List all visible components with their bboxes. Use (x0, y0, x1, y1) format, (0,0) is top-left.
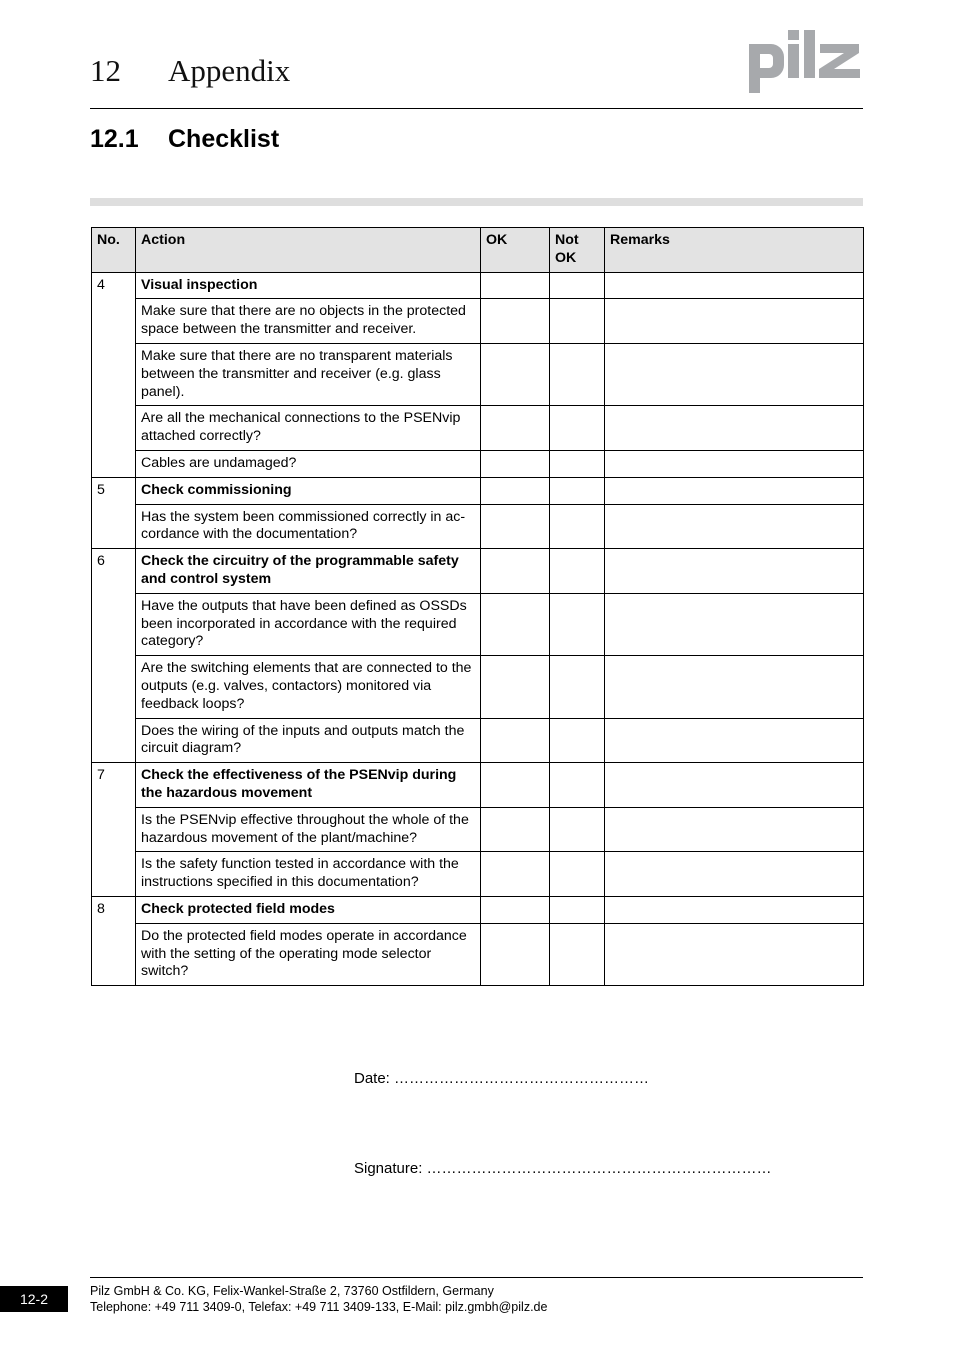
not-ok-cell[interactable] (550, 299, 605, 344)
section-heading (90, 124, 279, 154)
page-number: 12-2 (0, 1286, 68, 1312)
ok-cell[interactable] (481, 406, 550, 451)
action-item: Make sure that there are no objects in the protected space between the transmitter and receiver. (136, 299, 481, 344)
remarks-cell[interactable] (605, 504, 864, 549)
column-header-remarks: Remarks (605, 228, 864, 273)
footer-line-company: Pilz GmbH & Co. KG, Felix-Wankel-Straße 2, 73760 Ostfildern, Germany (90, 1284, 494, 1298)
action-item: Are the switching elements that are connected to the outputs (e.g. valves, contactors) monitored via feedback loops? (136, 656, 481, 718)
not-ok-cell[interactable] (550, 477, 605, 504)
table-row (92, 923, 864, 985)
group-number: 5 (92, 477, 136, 548)
ok-cell[interactable] (481, 343, 550, 405)
table-row (92, 656, 864, 718)
table-row (92, 593, 864, 655)
remarks-cell[interactable] (605, 763, 864, 808)
ok-cell[interactable] (481, 852, 550, 897)
group-number: 4 (92, 272, 136, 477)
remarks-cell[interactable] (605, 656, 864, 718)
table-row (92, 763, 864, 808)
table-row (92, 807, 864, 852)
ok-cell[interactable] (481, 763, 550, 808)
not-ok-cell[interactable] (550, 504, 605, 549)
remarks-cell[interactable] (605, 896, 864, 923)
action-item: Is the PSENvip effective throughout the whole of the hazardous movement of the plant/machine? (136, 807, 481, 852)
action-item: Have the outputs that have been defined as OSSDs been incorporated in accordance with the required category? (136, 593, 481, 655)
remarks-cell[interactable] (605, 593, 864, 655)
remarks-cell[interactable] (605, 807, 864, 852)
ok-cell[interactable] (481, 549, 550, 594)
footer-address (90, 1283, 547, 1315)
remarks-cell[interactable] (605, 299, 864, 344)
table-row (92, 450, 864, 477)
column-header-action: Action (136, 228, 481, 273)
group-number: 6 (92, 549, 136, 763)
chapter-title: Appendix (168, 53, 291, 88)
chapter-number: 12 (90, 53, 121, 88)
table-row (92, 504, 864, 549)
table-row (92, 852, 864, 897)
table-row (92, 718, 864, 763)
remarks-cell[interactable] (605, 272, 864, 299)
not-ok-cell[interactable] (550, 718, 605, 763)
chapter-heading (90, 52, 290, 90)
group-number: 7 (92, 763, 136, 897)
column-header-ok: OK (481, 228, 550, 273)
pilz-logo (746, 28, 864, 94)
table-row (92, 406, 864, 451)
table-row (92, 477, 864, 504)
not-ok-cell[interactable] (550, 923, 605, 985)
ok-cell[interactable] (481, 593, 550, 655)
action-item: Has the system been commissioned correctly in ac-cordance with the documentation? (136, 504, 481, 549)
not-ok-cell[interactable] (550, 343, 605, 405)
remarks-cell[interactable] (605, 477, 864, 504)
signature-field[interactable]: Signature: …………………………………………………………… (354, 1160, 772, 1177)
not-ok-cell[interactable] (550, 272, 605, 299)
group-heading: Check commissioning (136, 477, 481, 504)
action-item: Does the wiring of the inputs and outputs match the circuit diagram? (136, 718, 481, 763)
action-item: Do the protected field modes operate in accordance with the setting of the operating mode selector switch? (136, 923, 481, 985)
not-ok-cell[interactable] (550, 593, 605, 655)
group-heading: Check the circuitry of the programmable safety and control system (136, 549, 481, 594)
remarks-cell[interactable] (605, 718, 864, 763)
ok-cell[interactable] (481, 477, 550, 504)
group-heading: Check protected field modes (136, 896, 481, 923)
section-number: 12.1 (90, 125, 139, 153)
ok-cell[interactable] (481, 807, 550, 852)
ok-cell[interactable] (481, 299, 550, 344)
divider-bar (90, 198, 863, 206)
not-ok-cell[interactable] (550, 763, 605, 808)
table-row (92, 549, 864, 594)
table-header-row (92, 228, 864, 273)
action-item: Is the safety function tested in accordance with the instructions specified in this documentation? (136, 852, 481, 897)
action-item: Cables are undamaged? (136, 450, 481, 477)
remarks-cell[interactable] (605, 852, 864, 897)
remarks-cell[interactable] (605, 343, 864, 405)
remarks-cell[interactable] (605, 406, 864, 451)
remarks-cell[interactable] (605, 923, 864, 985)
footer-line-contact: Telephone: +49 711 3409-0, Telefax: +49 711 3409-133, E-Mail: pilz.gmbh@pilz.de (90, 1300, 548, 1314)
ok-cell[interactable] (481, 656, 550, 718)
column-header-no: No. (92, 228, 136, 273)
not-ok-cell[interactable] (550, 406, 605, 451)
table-row (92, 896, 864, 923)
ok-cell[interactable] (481, 896, 550, 923)
header-rule (90, 108, 863, 109)
ok-cell[interactable] (481, 923, 550, 985)
not-ok-cell[interactable] (550, 852, 605, 897)
not-ok-label: Not OK (555, 232, 579, 266)
not-ok-cell[interactable] (550, 656, 605, 718)
table-row (92, 299, 864, 344)
group-heading: Visual inspection (136, 272, 481, 299)
not-ok-cell[interactable] (550, 896, 605, 923)
table-row (92, 343, 864, 405)
section-title: Checklist (168, 125, 280, 153)
ok-cell[interactable] (481, 504, 550, 549)
action-item: Are all the mechanical connections to the PSENvip attached correctly? (136, 406, 481, 451)
remarks-cell[interactable] (605, 450, 864, 477)
group-number: 8 (92, 896, 136, 985)
ok-cell[interactable] (481, 272, 550, 299)
ok-cell[interactable] (481, 718, 550, 763)
group-heading: Check the effectiveness of the PSENvip during the hazardous movement (136, 763, 481, 808)
date-field[interactable]: Date: …………………………………………… (354, 1070, 650, 1087)
footer-rule (90, 1277, 863, 1278)
not-ok-cell[interactable] (550, 807, 605, 852)
not-ok-cell[interactable] (550, 549, 605, 594)
table-row (92, 272, 864, 299)
column-header-not-ok (550, 228, 605, 273)
not-ok-cell[interactable] (550, 450, 605, 477)
remarks-cell[interactable] (605, 549, 864, 594)
ok-cell[interactable] (481, 450, 550, 477)
checklist-table (91, 227, 864, 986)
action-item: Make sure that there are no transparent materials between the transmitter and receiver (e.g. glass panel). (136, 343, 481, 405)
